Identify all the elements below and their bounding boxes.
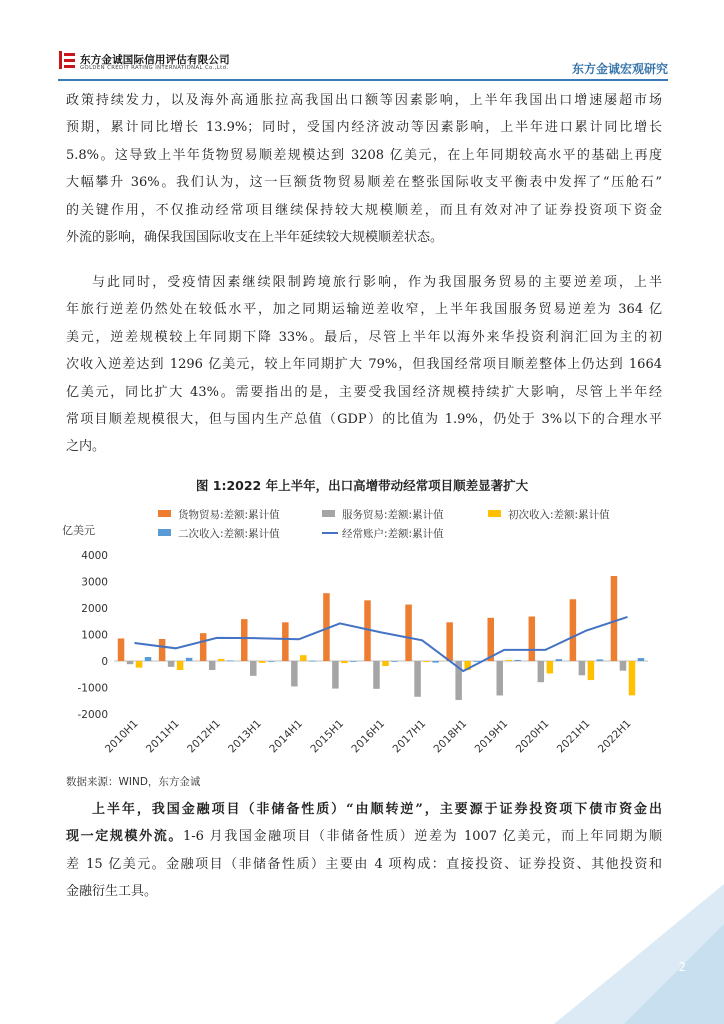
legend-swatch: [158, 529, 171, 536]
text-line: 的关键作用，不仅推动经常项目继续保持较大规模顺差，而且有效对冲了证券投资项下资金: [66, 202, 662, 218]
legend-swatch: [322, 510, 335, 517]
company-logo-icon: [58, 50, 76, 70]
bar: [309, 661, 316, 662]
bar: [496, 661, 503, 695]
org-name-cn: 东方金诚国际信用评估有限公司: [80, 54, 230, 66]
legend-label: 货物贸易:差额:累计值: [178, 509, 280, 521]
bar: [341, 661, 348, 663]
y-tick-label: -2000: [77, 709, 108, 721]
legend-label: 初次收入:差额:累计值: [508, 509, 610, 521]
bar: [145, 657, 152, 661]
legend-swatch: [158, 510, 171, 517]
text-line: 外流的影响，确保我国国际收支在上半年延续较大规模顺差状态。: [66, 230, 444, 246]
legend-swatch: [488, 510, 501, 517]
bar: [382, 661, 389, 666]
text-line: 政策持续发力，以及海外高通胀拉高我国出口额等因素影响，上半年我国出口增速屡超市场: [66, 93, 662, 108]
y-tick-label: 0: [101, 656, 108, 668]
x-tick-label: 2019H1: [472, 717, 511, 756]
bar: [373, 661, 380, 689]
y-tick-label: 2000: [81, 603, 108, 615]
text-line-rest: 1-6 月我国金融项目（非储备性质）逆差为 1007 亿美元，而上年同期为顺: [182, 829, 662, 845]
bar: [159, 639, 166, 661]
bar: [250, 661, 257, 676]
bar: [186, 658, 193, 661]
bar: [629, 661, 636, 695]
text-line: 常项目顺差规模很大，但与国内生产总值（GDP）的比值为 1.9%，仍处于 3%以下的合理水平: [66, 412, 662, 428]
bar: [405, 605, 412, 661]
bar: [282, 622, 289, 661]
bar: [547, 661, 554, 673]
bar: [597, 659, 604, 661]
bar: [209, 661, 216, 670]
figure-title: 图 1:2022 年上半年，出口高增带动经常项目顺差显著扩大: [195, 478, 529, 493]
bar: [487, 618, 494, 661]
bar: [423, 661, 430, 662]
bar: [588, 661, 595, 680]
x-tick-label: 2016H1: [349, 717, 388, 756]
legend-label: 经常账户:差额:累计值: [342, 528, 444, 540]
text-line: 亿美元，同比扩大 43%。需要指出的是，主要受我国经济规模持续扩大影响，尽管上半年经: [66, 384, 662, 400]
bar: [350, 661, 357, 662]
bar: [514, 660, 521, 661]
bar: [556, 659, 563, 661]
org-name-en: GOLDEN CREDIT RATING INTERNATIONAL Co.,Ltd.: [80, 65, 229, 71]
text-line: [66, 823, 662, 850]
bar: [529, 616, 536, 661]
bar: [300, 655, 307, 661]
legend-label: 服务贸易:差额:累计值: [342, 509, 444, 521]
x-tick-label: 2021H1: [554, 717, 593, 756]
data-source: 数据来源：WIND，东方金诚: [66, 776, 201, 788]
corner-decoration: [494, 864, 724, 1024]
x-tick-label: 2013H1: [226, 717, 264, 756]
y-tick-label: 3000: [81, 576, 108, 589]
x-tick-label: 2018H1: [431, 717, 470, 756]
bar: [127, 661, 133, 664]
y-tick-label: 1000: [81, 629, 108, 642]
bar: [118, 638, 125, 661]
text-line: 美元，逆差规模较上年同期下降 33%。最后，尽管上半年以海外来华投资利润汇回为主的初: [66, 329, 662, 345]
bar: [291, 661, 298, 686]
text-line: 5.8%。这导致上半年货物贸易顺差规模达到 3208 亿美元，在上年同期较高水平的基础上再度: [66, 147, 662, 163]
bar: [611, 576, 618, 661]
bar: [414, 661, 421, 697]
bar: [638, 658, 645, 661]
bar: [391, 661, 398, 662]
bar: [168, 661, 175, 667]
bar: [473, 661, 480, 662]
current-account-chart: [60, 500, 660, 772]
x-tick-label: 2022H1: [595, 717, 634, 756]
bar: [227, 660, 234, 661]
text-line: 年旅行逆差仍然处在较低水平，加之同期运输逆差收窄，上半年我国服务贸易逆差为 364 亿: [66, 302, 662, 318]
page-header: [58, 48, 668, 78]
y-tick-label: -1000: [77, 682, 108, 695]
bar: [332, 661, 339, 689]
x-tick-label: 2020H1: [513, 717, 552, 756]
x-tick-label: 2012H1: [185, 717, 223, 756]
page-number: 2: [678, 960, 686, 974]
bar: [505, 660, 512, 661]
bar: [136, 661, 143, 668]
bar: [620, 661, 627, 671]
text-line: 之内。: [66, 439, 106, 455]
bar: [570, 599, 577, 661]
text-line: 预期，累计同比增长 13.9%；同时，受国内经济波动等因素影响，上半年进口累计同比增长: [66, 120, 662, 136]
bold-lead-end: 现一定规模外流。: [66, 829, 183, 845]
bar: [579, 661, 586, 675]
bar: [432, 661, 439, 663]
y-axis-label: 亿美元: [62, 524, 95, 537]
bar: [268, 661, 275, 662]
series-line: [135, 617, 628, 671]
text-line-bold: 上半年，我国金融项目（非储备性质）“由顺转逆”，主要源于证券投资项下债市资金出: [92, 802, 662, 817]
x-tick-label: 2011H1: [144, 717, 182, 756]
bar: [218, 659, 225, 661]
bar: [446, 622, 453, 661]
text-line: 与此同时，受疫情因素继续限制跨境旅行影响，作为我国服务贸易的主要逆差项，上半: [92, 275, 662, 290]
x-tick-label: 2014H1: [267, 717, 305, 756]
paragraph-1: [66, 87, 662, 251]
bar: [538, 661, 545, 682]
bar: [200, 633, 207, 661]
header-divider: [58, 79, 668, 81]
text-line: 次收入逆差达到 1296 亿美元，较上年同期扩大 79%，但我国经常项目顺差整体上仍达到 1664: [66, 357, 662, 373]
bar: [241, 619, 248, 661]
paragraph-2: [66, 269, 662, 461]
x-tick-label: 2017H1: [390, 717, 429, 756]
text-line: 差 15 亿美元。金融项目（非储备性质）主要由 4 项构成：直接投资、证券投资、其他投资和: [66, 856, 662, 872]
text-line: 金融衍生工具。: [66, 884, 158, 900]
x-tick-label: 2015H1: [308, 717, 347, 756]
bar: [177, 661, 184, 670]
text-line: 大幅攀升 36%。我们认为，这一巨额货物贸易顺差在整张国际收支平衡表中发挥了“压舱石”: [66, 175, 662, 191]
series-title: 东方金诚宏观研究: [571, 62, 668, 76]
y-tick-label: 4000: [81, 550, 108, 562]
bar: [259, 661, 266, 663]
x-tick-label: 2010H1: [102, 717, 141, 756]
legend-label: 二次收入:差额:累计值: [178, 528, 280, 540]
